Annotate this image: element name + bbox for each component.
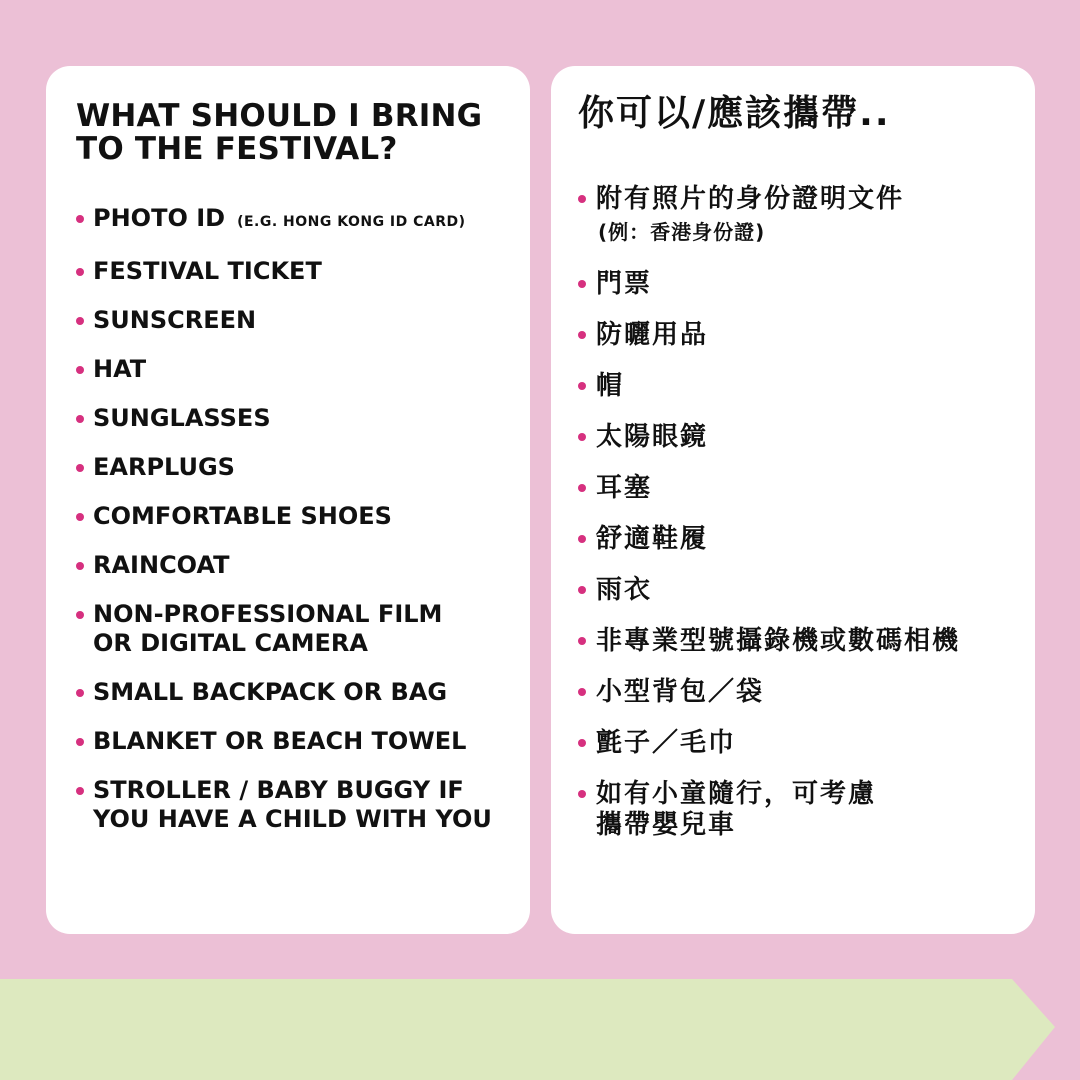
bullet-icon xyxy=(76,513,84,521)
list-item xyxy=(76,776,530,834)
item-text: BLANKET OR BEACH TOWEL xyxy=(93,727,467,755)
list-item xyxy=(578,728,1035,759)
list-item xyxy=(76,678,530,707)
list-item xyxy=(578,677,1035,708)
bullet-icon xyxy=(76,366,84,374)
bullet-icon xyxy=(578,637,586,645)
list-item xyxy=(76,355,530,384)
list-item xyxy=(76,306,530,335)
item-note: (E.G. HONG KONG ID CARD) xyxy=(237,214,466,230)
chinese-list xyxy=(578,184,1035,841)
item-text: HAT xyxy=(93,355,147,383)
list-item xyxy=(76,257,530,286)
arrow-shape xyxy=(0,979,1055,1080)
item-text: 氈子／毛巾 xyxy=(596,728,737,758)
bullet-icon xyxy=(578,382,586,390)
bullet-icon xyxy=(578,433,586,441)
item-note: (例：香港身份證) xyxy=(598,220,766,244)
english-card xyxy=(46,66,530,934)
list-item xyxy=(578,371,1035,402)
item-text: NON-PROFESSIONAL FILM xyxy=(93,600,443,628)
item-text: 帽 xyxy=(596,371,625,401)
item-text: FESTIVAL TICKET xyxy=(93,257,322,285)
next-arrow-banner xyxy=(0,979,1080,1080)
bullet-icon xyxy=(76,689,84,697)
list-item xyxy=(578,626,1035,657)
bullet-icon xyxy=(76,787,84,795)
bullet-icon xyxy=(76,415,84,423)
list-item xyxy=(76,204,530,237)
list-item xyxy=(76,600,530,658)
bullet-icon xyxy=(578,280,586,288)
bullet-icon xyxy=(76,562,84,570)
item-text: 門票 xyxy=(596,269,653,299)
item-text: COMFORTABLE SHOES xyxy=(93,502,392,530)
bullet-icon xyxy=(578,484,586,492)
item-text: RAINCOAT xyxy=(93,551,230,579)
bullet-icon xyxy=(76,215,84,223)
bullet-icon xyxy=(578,790,586,798)
item-text: 雨衣 xyxy=(596,575,653,605)
list-item xyxy=(76,502,530,531)
bullet-icon xyxy=(76,268,84,276)
bullet-icon xyxy=(76,738,84,746)
item-text-line2: OR DIGITAL CAMERA xyxy=(93,629,368,657)
item-text: 耳塞 xyxy=(596,473,653,503)
arrow-banner-shape xyxy=(0,979,1080,1080)
list-item xyxy=(578,422,1035,453)
item-text-line2: 攜帶嬰兒車 xyxy=(596,810,737,840)
item-text: STROLLER / BABY BUGGY IF xyxy=(93,776,464,804)
item-text: EARPLUGS xyxy=(93,453,235,481)
item-text: 舒適鞋履 xyxy=(596,524,709,554)
bullet-icon xyxy=(578,688,586,696)
list-item xyxy=(76,453,530,482)
list-item xyxy=(578,269,1035,300)
bullet-icon xyxy=(76,611,84,619)
bullet-icon xyxy=(76,464,84,472)
bullet-icon xyxy=(578,331,586,339)
item-text-line2: YOU HAVE A CHILD WITH YOU xyxy=(93,805,492,833)
item-text: PHOTO ID xyxy=(93,204,226,232)
list-item xyxy=(578,575,1035,606)
item-text: 太陽眼鏡 xyxy=(596,422,709,452)
english-title: WHAT SHOULD I BRING TO THE FESTIVAL? xyxy=(76,98,483,167)
item-text: 如有小童隨行，可考慮 xyxy=(596,779,877,809)
bullet-icon xyxy=(578,195,586,203)
item-text: 小型背包／袋 xyxy=(596,677,765,707)
bullet-icon xyxy=(578,535,586,543)
bullet-icon xyxy=(76,317,84,325)
list-item xyxy=(578,779,1035,841)
chinese-card xyxy=(551,66,1035,934)
item-text: 防曬用品 xyxy=(596,320,709,350)
list-item xyxy=(578,473,1035,504)
english-list xyxy=(76,204,530,834)
item-text: SUNSCREEN xyxy=(93,306,257,334)
list-item xyxy=(76,727,530,756)
bullet-icon xyxy=(578,586,586,594)
item-text: 非專業型號攝錄機或數碼相機 xyxy=(596,626,961,656)
bullet-icon xyxy=(578,739,586,747)
chinese-title: 你可以/應該攜帶.. xyxy=(578,93,891,134)
item-text: SUNGLASSES xyxy=(93,404,271,432)
item-text: 附有照片的身份證明文件 xyxy=(596,184,905,214)
item-text: SMALL BACKPACK OR BAG xyxy=(93,678,448,706)
list-item xyxy=(578,524,1035,555)
list-item xyxy=(76,404,530,433)
list-item xyxy=(76,551,530,580)
list-item xyxy=(578,184,1035,249)
list-item xyxy=(578,320,1035,351)
